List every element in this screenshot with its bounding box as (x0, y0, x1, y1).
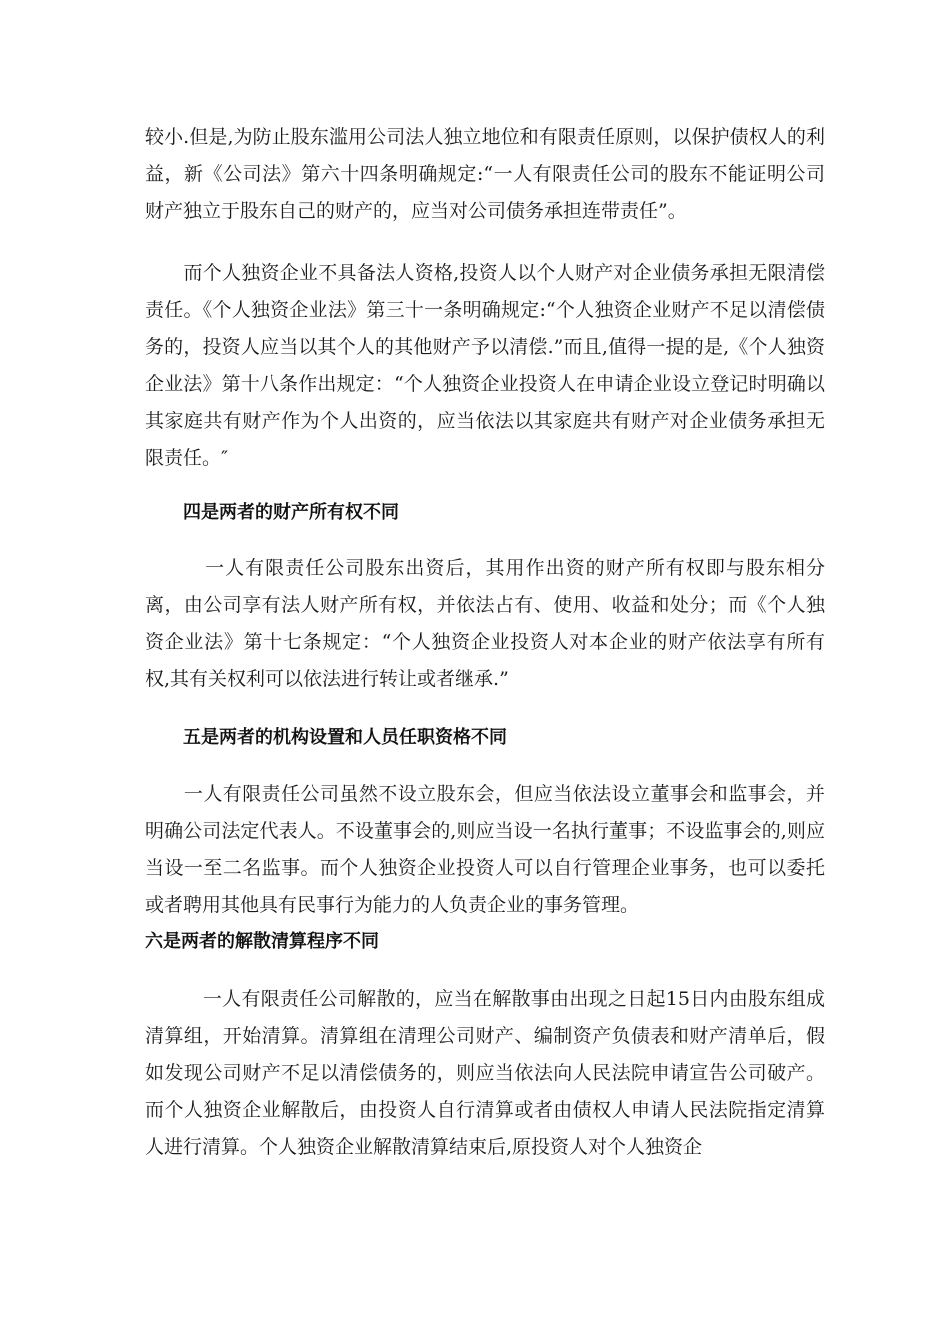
section-heading-dissolution-liquidation: 六是两者的解散清算程序不同 (145, 931, 379, 952)
paragraph-liability-note: 较小.但是,为防止股东滥用公司法人独立地位和有限责任原则，以保护债权人的利益，新《公司法》第六十四条明确规定:“一人有限责任公司的股东不能证明公司财产独立于股东自己的财产的，应当对公司债务承担连带责任”。 (145, 126, 825, 222)
paragraph-dissolution-liquidation: 一人有限责任公司解散的，应当在解散事由出现之日起15日内由股东组成清算组，开始清算。清算组在清理公司财产、编制资产负债表和财产清单后，假如发现公司财产不足以清偿债务的，则应当依法向人民法院申请宣告公司破产。而个人独资企业解散后，由投资人自行清算或者由债权人申请人民法院指定清算人进行清算。个人独资企业解散清算结束后,原投资人对个人独资企 (145, 988, 825, 1158)
section-heading-property-ownership: 四是两者的财产所有权不同 (183, 502, 399, 523)
paragraph-sole-proprietorship-liability: 而个人独资企业不具备法人资格,投资人以个人财产对企业债务承担无限清偿责任。《个人独资企业法》第三十一条明确规定:“个人独资企业财产不足以清偿债务的，投资人应当以其个人的其他财产予以清偿.”而且,值得一提的是,《个人独资企业法》第十八条作出规定：“个人独资企业投资人在申请企业设立登记时明确以其家庭共有财产作为个人出资的，应当依法以其家庭共有财产对企业债务承担无限责任。″ (145, 262, 825, 469)
section-heading-organization-structure: 五是两者的机构设置和人员任职资格不同 (183, 727, 507, 748)
paragraph-property-ownership: 一人有限责任公司股东出资后，其用作出资的财产所有权即与股东相分离，由公司享有法人财产所有权，并依法占有、使用、收益和处分；而《个人独资企业法》第十七条规定：“个人独资企业投资人对本企业的财产依法享有所有权,其有关权利可以依法进行转让或者继承.” (145, 557, 825, 690)
paragraph-organization-structure: 一人有限责任公司虽然不设立股东会，但应当依法设立董事会和监事会，并明确公司法定代表人。不设董事会的,则应当设一名执行董事；不设监事会的,则应当设一至二名监事。而个人独资企业投资人可以自行管理企业事务，也可以委托或者聘用其他具有民事行为能力的人负责企业的事务管理。 (145, 783, 825, 916)
